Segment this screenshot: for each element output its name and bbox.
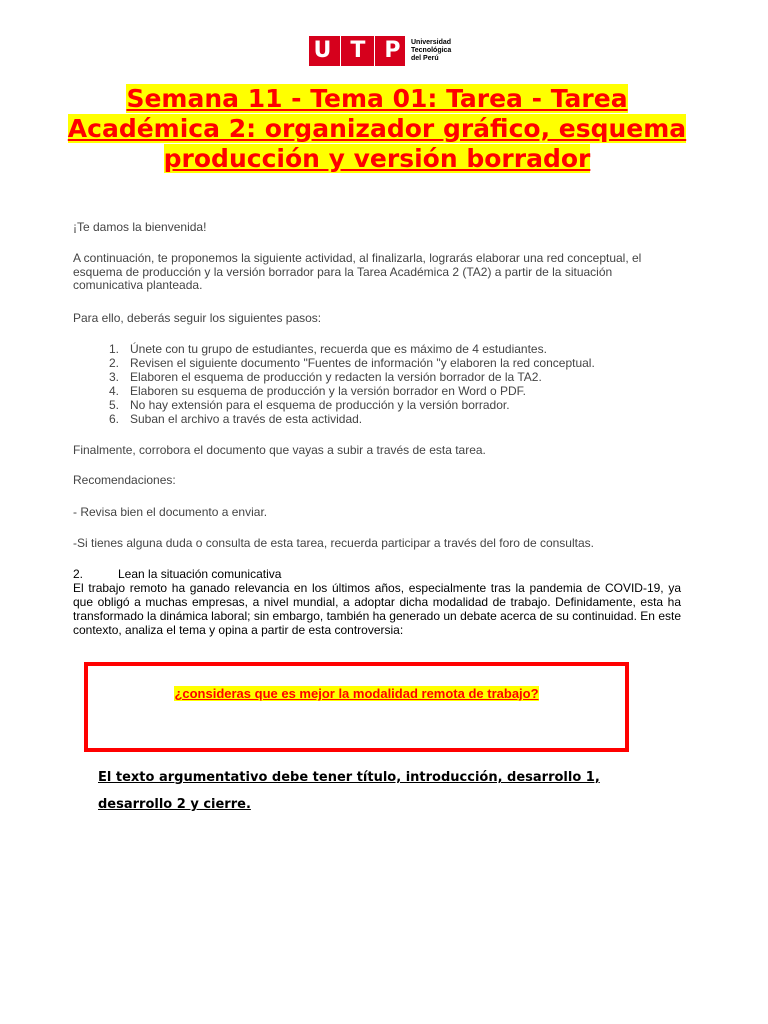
list-item: 6. Suban el archivo a través de esta actividad. — [108, 412, 363, 426]
intro-paragraph: A continuación, te proponemos la siguiente actividad, al finalizarla, lograrás elaborar una red conceptual, el esquema de producción y la versión borrador para la Tarea Académica 2 (TA2) a partir de la situación comunicativa planteada. — [73, 251, 642, 292]
steps-list — [73, 342, 673, 426]
recommendation-1: - Revisa bien el documento a enviar. — [73, 505, 268, 519]
list-item: 2. Revisen el siguiente documento "Fuentes de información "y elaboren la red conceptual. — [108, 356, 595, 370]
logo-letter-t: T — [350, 38, 366, 63]
utp-logo-mark — [309, 36, 405, 66]
list-item: 1. Únete con tu grupo de estudiantes, recuerda que es máximo de 4 estudiantes. — [108, 342, 547, 356]
recommendation-2: -Si tienes alguna duda o consulta de esta tarea, recuerda participar a través del foro de consultas. — [73, 536, 594, 550]
welcome-text: ¡Te damos la bienvenida! — [73, 220, 207, 234]
recommendations-label: Recomendaciones: — [73, 473, 176, 487]
situation-paragraph: El trabajo remoto ha ganado relevancia en los últimos años, especialmente tras la pandemia de COVID-19, ya que obligó a muchas empresas, a nivel mundial, a adoptar dicha modalidad de trabajo. Definidamente, esta ha transformado la dinámica laboral; sin embargo, también ha generado un debate acerca de su continuidad. En este contexto, analiza el tema y opina a partir de esta controversia: — [73, 581, 681, 637]
requirement-text: El texto argumentativo debe tener título, introducción, desarrollo 1, desarrollo 2 y cierre. — [98, 770, 600, 812]
finally-text: Finalmente, corrobora el documento que vayas a subir a través de esta tarea. — [73, 443, 486, 457]
list-item: 5. No hay extensión para el esquema de producción y la versión borrador. — [108, 398, 510, 412]
page-title: Semana 11 - Tema 01: Tarea - Tarea Académica 2: organizador gráfico, esquema producción y versión borrador — [67, 84, 687, 173]
section-2 — [73, 567, 681, 637]
list-item: 4. Elaboren su esquema de producción y la versión borrador en Word o PDF. — [108, 384, 526, 398]
logo-letter-u: U — [313, 38, 332, 63]
section-2-heading: 2. Lean la situación comunicativa — [73, 567, 282, 581]
list-item: 3. Elaboren el esquema de producción y redacten la versión borrador de la TA2. — [108, 370, 542, 384]
controversy-question: ¿consideras que es mejor la modalidad remota de trabajo? — [174, 686, 539, 701]
question-box — [84, 662, 629, 752]
logo-letter-p: P — [384, 38, 401, 63]
utp-logo — [309, 36, 451, 66]
logo-university-name: Universidad Tecnológica del Perú — [411, 39, 452, 62]
steps-intro: Para ello, deberás seguir los siguientes pasos: — [73, 311, 322, 325]
